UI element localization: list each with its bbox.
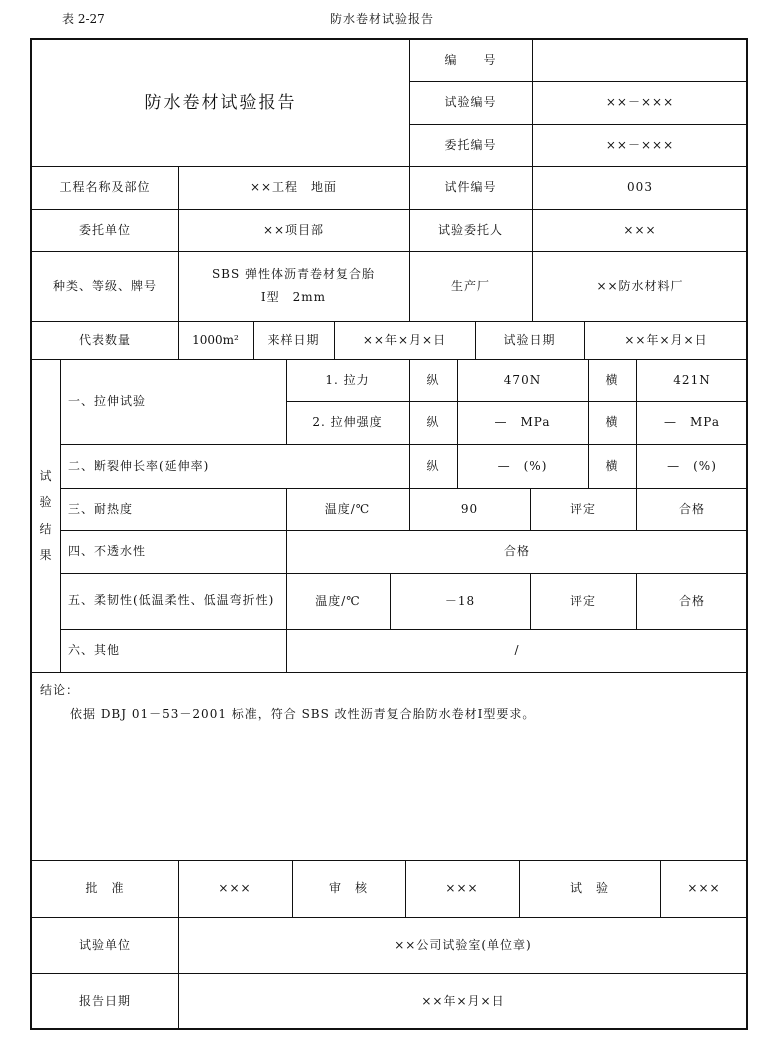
specimen-number-label: 试件编号 xyxy=(444,180,497,195)
results-section-label xyxy=(32,359,60,672)
approve-label: 批 准 xyxy=(85,881,125,896)
table-number: 表 2-27 xyxy=(62,12,105,26)
force-long-value: 470N xyxy=(503,372,542,387)
project-label: 工程名称及部位 xyxy=(59,180,151,195)
tester-label: 试 验 xyxy=(569,881,609,896)
type-grade-value xyxy=(178,251,409,321)
strength-trans-value: — MPa xyxy=(664,415,720,430)
page-header-title: 防水卷材试验报告 xyxy=(330,12,435,26)
strength-long-label: 纵 xyxy=(426,415,440,430)
strength-long-value: — MPa xyxy=(494,415,551,430)
client-label: 委托单位 xyxy=(78,222,131,237)
flex-temp-value: －18 xyxy=(444,593,476,608)
elongation-label: 二、断裂伸长率(延伸率) xyxy=(68,458,210,473)
heat-resistance-label: 三、耐热度 xyxy=(68,501,134,516)
force-trans-value: 421N xyxy=(673,372,711,387)
specimen-number-value: 003 xyxy=(627,180,653,195)
impermeability-value: 合格 xyxy=(503,544,530,559)
commission-number-label: 委托编号 xyxy=(444,137,497,152)
other-value: / xyxy=(514,643,520,658)
heat-eval-label: 评定 xyxy=(569,501,596,516)
lab-label: 试验单位 xyxy=(78,937,131,952)
flex-eval-label: 评定 xyxy=(569,593,596,608)
requester-value: ××× xyxy=(623,222,657,237)
force-trans-label: 横 xyxy=(605,372,619,387)
strength-trans-label: 横 xyxy=(605,415,619,430)
tensile-force-label: 1. 拉力 xyxy=(325,372,370,387)
type-grade-line2: Ⅰ型 2mm xyxy=(260,290,327,304)
test-date-label: 试验日期 xyxy=(503,332,556,347)
elongation-long-label: 纵 xyxy=(426,458,440,473)
quantity-value: 1000m² xyxy=(192,332,239,347)
manufacturer-value: ××防水材料厂 xyxy=(596,278,684,293)
report-date-label: 报告日期 xyxy=(78,994,131,1009)
results-label-char: 结 xyxy=(39,521,53,536)
project-value: ××工程 地面 xyxy=(249,180,338,195)
heat-eval-value: 合格 xyxy=(678,501,705,516)
test-number-value: ××－××× xyxy=(605,95,675,110)
tester-value: ××× xyxy=(687,881,721,896)
review-label: 审 核 xyxy=(328,881,368,896)
number-value xyxy=(532,40,748,81)
requester-label: 试验委托人 xyxy=(437,222,503,237)
heat-temp-value: 90 xyxy=(460,501,479,516)
flex-eval-value: 合格 xyxy=(678,593,705,608)
review-value: ××× xyxy=(445,881,479,896)
sample-date-value: ××年×月×日 xyxy=(362,332,447,347)
test-date-value: ××年×月×日 xyxy=(624,332,708,347)
flex-temp-label: 温度/℃ xyxy=(315,593,361,608)
results-label-char: 果 xyxy=(39,547,53,562)
report-date-value: ××年×月×日 xyxy=(421,994,505,1009)
impermeability-label: 四、不透水性 xyxy=(68,544,147,559)
sample-date-label: 来样日期 xyxy=(267,332,320,347)
elongation-trans-value: — (%) xyxy=(667,458,717,473)
approve-value: ××× xyxy=(218,881,252,896)
flexibility-label: 五、柔韧性(低温柔性、低温弯折性) xyxy=(68,593,275,608)
elongation-long-value: — (%) xyxy=(497,458,548,473)
elongation-trans-label: 横 xyxy=(605,458,619,473)
force-long-label: 纵 xyxy=(426,372,440,387)
other-label: 六、其他 xyxy=(68,643,121,658)
results-label-char: 试 xyxy=(39,468,53,483)
tensile-strength-label: 2. 拉伸强度 xyxy=(312,415,383,430)
results-label-char: 验 xyxy=(39,495,53,510)
tensile-test-label: 一、拉伸试验 xyxy=(68,394,147,409)
type-grade-label: 种类、等级、牌号 xyxy=(52,278,157,293)
commission-number-value: ××－××× xyxy=(605,137,675,152)
heat-temp-label: 温度/℃ xyxy=(324,501,371,516)
grid-line xyxy=(32,672,748,673)
conclusion-text: 依据 DBJ 01－53－2001 标准，符合 SBS 改性沥青复合胎防水卷材Ⅰ型要求。 xyxy=(70,707,536,721)
quantity-label: 代表数量 xyxy=(78,332,131,347)
manufacturer-label: 生产厂 xyxy=(450,278,490,293)
lab-value: ××公司试验室(单位章) xyxy=(394,937,532,952)
number-label: 编 号 xyxy=(444,53,497,68)
conclusion-label: 结论： xyxy=(40,683,80,697)
report-table xyxy=(30,38,748,1030)
type-grade-line1: SBS 弹性体沥青卷材复合胎 xyxy=(211,267,376,282)
report-title: 防水卷材试验报告 xyxy=(144,92,297,113)
test-number-label: 试验编号 xyxy=(444,95,497,110)
client-value: ××项目部 xyxy=(262,222,325,237)
